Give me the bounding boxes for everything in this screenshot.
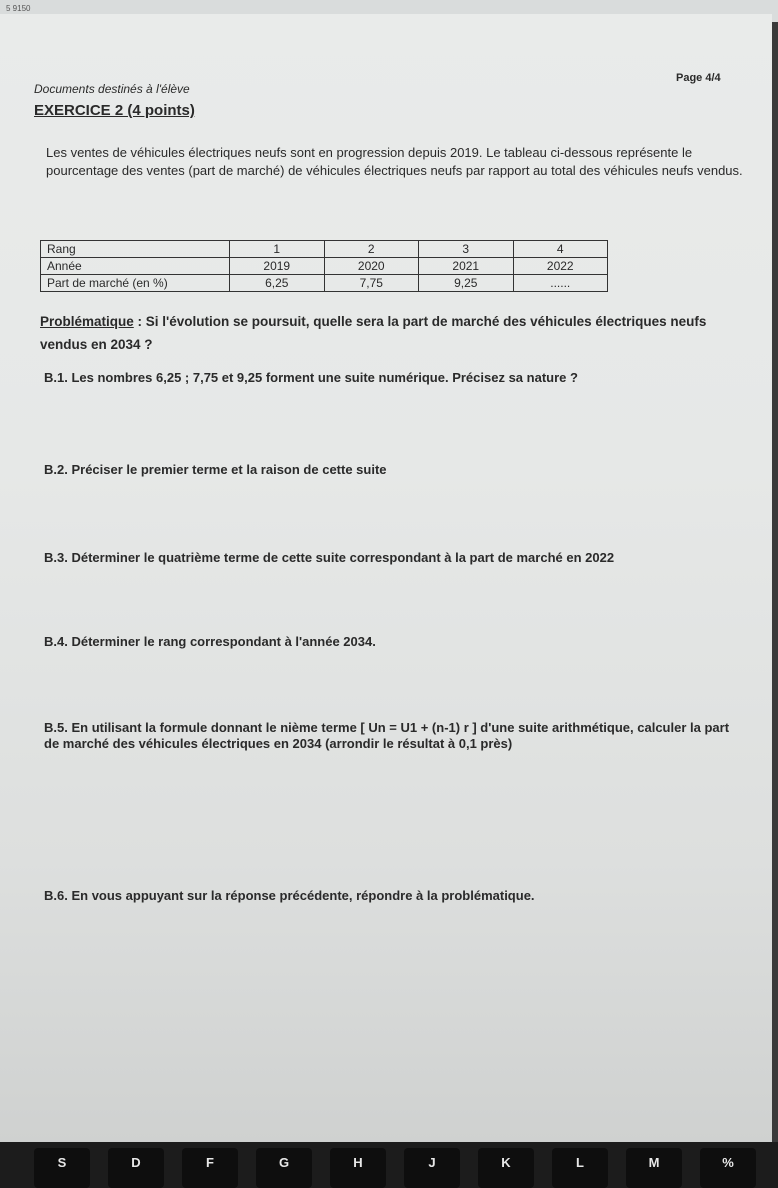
question-text: Les nombres 6,25 ; 7,75 et 9,25 forment une suite numérique. Précisez sa nature ? [71, 370, 578, 385]
key-k[interactable]: K [478, 1148, 534, 1188]
key-percent[interactable]: % [700, 1148, 756, 1188]
question-text: Déterminer le rang correspondant à l'année 2034. [71, 634, 376, 649]
key-f[interactable]: F [182, 1148, 238, 1188]
table-cell: 2022 [513, 258, 608, 275]
key-g[interactable]: G [256, 1148, 312, 1188]
question-number: B.4. [44, 634, 68, 649]
table-cell: 2 [324, 241, 419, 258]
question-text: En utilisant la formule donnant le nième terme [ Un = U1 + (n-1) r ] d'une suite arithmétique, calculer la part de marché des véhicules électriques en 2034 (arrondir le résultat à 0,1 près) [44, 720, 730, 751]
question-b3 [44, 550, 734, 566]
problematique-label: Problématique [40, 314, 134, 329]
question-number: B.3. [44, 550, 68, 565]
page-number: Page 4/4 [676, 72, 721, 84]
exercise-title: EXERCICE 2 (4 points) [34, 102, 195, 119]
intro-paragraph: Les ventes de véhicules électriques neufs sont en progression depuis 2019. Le tableau ci-dessous représente le pourcentage des ventes (part de marché) de véhicules électriques neufs par rapport au total des véhicules neufs vendus. [46, 145, 743, 178]
exam-sheet [0, 14, 772, 1144]
question-b4 [44, 634, 734, 650]
table-row [41, 241, 608, 258]
market-share-table [40, 240, 608, 292]
table-row [41, 258, 608, 275]
question-b2 [44, 462, 734, 478]
question-b1 [44, 370, 734, 386]
question-number: B.6. [44, 888, 68, 903]
row-header: Année [41, 258, 230, 275]
table-row [41, 275, 608, 292]
table-cell: 2019 [230, 258, 325, 275]
question-text: En vous appuyant sur la réponse précédente, répondre à la problématique. [71, 888, 535, 903]
key-d[interactable]: D [108, 1148, 164, 1188]
table-cell: 2021 [419, 258, 514, 275]
question-text: Déterminer le quatrième terme de cette suite correspondant à la part de marché en 2022 [71, 550, 615, 565]
key-m[interactable]: M [626, 1148, 682, 1188]
top-stamp: 5 9150 [6, 4, 31, 13]
problematique-text: : Si l'évolution se poursuit, quelle sera la part de marché des véhicules électriques neufs vendus en 2034 ? [40, 314, 707, 352]
question-b6 [44, 888, 734, 904]
key-l[interactable]: L [552, 1148, 608, 1188]
question-number: B.1. [44, 370, 68, 385]
key-j[interactable]: J [404, 1148, 460, 1188]
table-cell: 4 [513, 241, 608, 258]
row-header: Part de marché (en %) [41, 275, 230, 292]
question-number: B.5. [44, 720, 68, 735]
keyboard-strip [0, 1142, 778, 1188]
table-cell: 7,75 [324, 275, 419, 292]
table-cell: ...... [513, 275, 608, 292]
table-cell: 2020 [324, 258, 419, 275]
table-cell: 3 [419, 241, 514, 258]
table-cell: 6,25 [230, 275, 325, 292]
row-header: Rang [41, 241, 230, 258]
question-text: Préciser le premier terme et la raison de cette suite [71, 462, 387, 477]
key-s[interactable]: S [34, 1148, 90, 1188]
table-cell: 1 [230, 241, 325, 258]
document-header: Documents destinés à l'élève [34, 82, 190, 96]
question-b5 [44, 720, 734, 752]
question-number: B.2. [44, 462, 68, 477]
problematique [40, 310, 740, 356]
table-cell: 9,25 [419, 275, 514, 292]
key-h[interactable]: H [330, 1148, 386, 1188]
